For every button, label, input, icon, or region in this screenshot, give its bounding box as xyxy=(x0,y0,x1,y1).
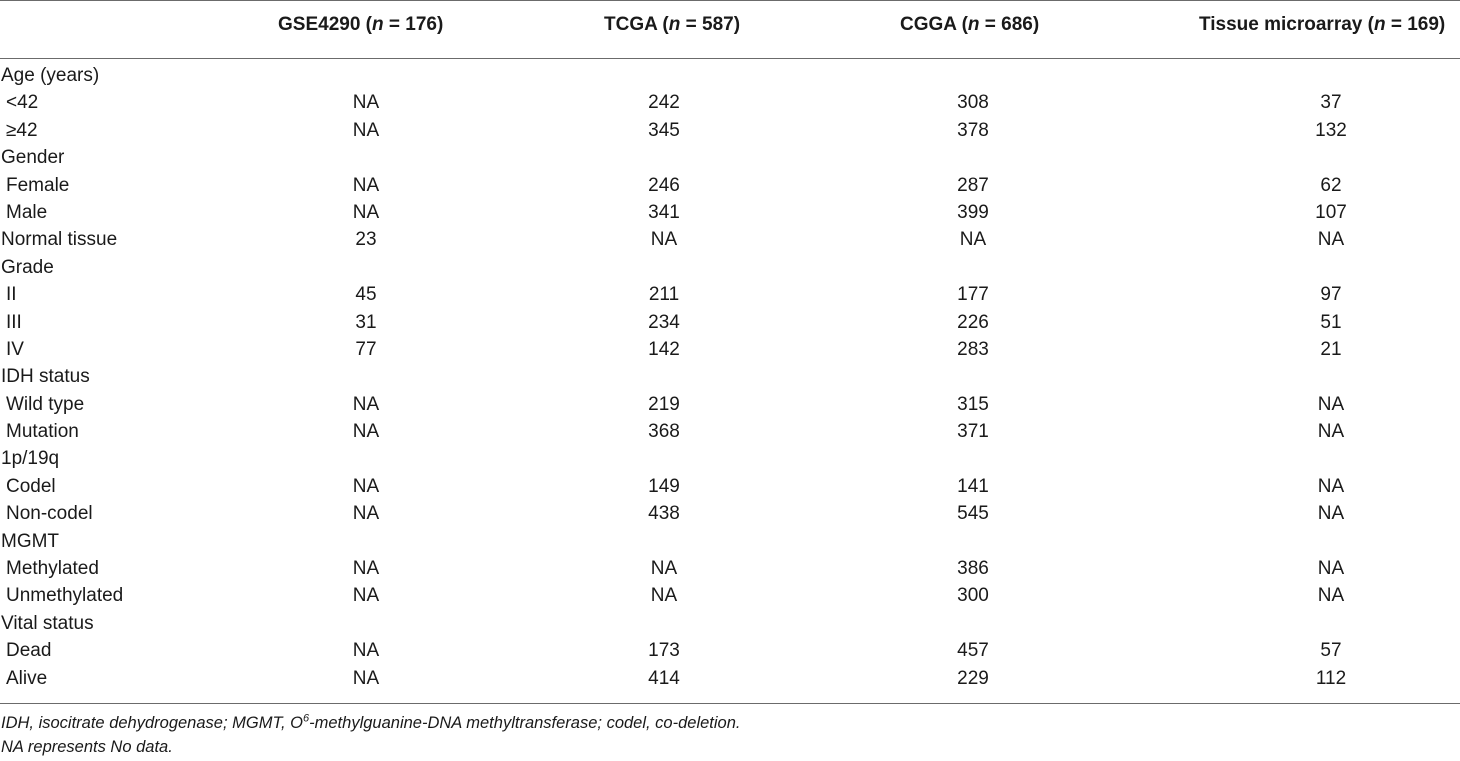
table-row xyxy=(0,500,1460,527)
table-cell: 57 xyxy=(1320,640,1342,662)
row-label: II xyxy=(6,284,17,306)
table-row-category xyxy=(0,528,1460,555)
table-row xyxy=(0,637,1460,664)
table-row-category xyxy=(0,363,1460,390)
table-cell: NA xyxy=(352,421,380,443)
column-header-n-value: = 176) xyxy=(388,14,444,35)
table-top-rule xyxy=(0,0,1460,1)
table-body xyxy=(0,62,1460,692)
column-header-n-label: n xyxy=(372,14,384,35)
table-row xyxy=(0,309,1460,336)
table-cell: 308 xyxy=(957,92,989,114)
table-header xyxy=(0,14,1460,42)
table-cell: 386 xyxy=(957,558,989,580)
table-cell: NA xyxy=(352,174,380,196)
table-cell: 315 xyxy=(957,393,989,415)
table-cell: 177 xyxy=(957,284,989,306)
table-cell: NA xyxy=(1317,421,1345,443)
table-cell: 21 xyxy=(1320,338,1342,360)
table-row xyxy=(0,391,1460,418)
footnote-abbreviations xyxy=(1,711,741,735)
table-cell: 378 xyxy=(957,119,989,141)
column-header-cgga: CGGA (n = 686) xyxy=(900,14,1040,35)
table-cell: 438 xyxy=(648,503,680,525)
table-row xyxy=(0,89,1460,116)
table-row xyxy=(0,418,1460,445)
row-label: Male xyxy=(6,201,48,223)
table-header-rule xyxy=(0,58,1460,59)
table-cell: NA xyxy=(1317,229,1345,251)
table-cell: NA xyxy=(650,585,678,607)
row-label: IDH status xyxy=(1,366,90,388)
table-cell: NA xyxy=(352,475,380,497)
table-row-category xyxy=(0,226,1460,253)
table-cell: 287 xyxy=(957,174,989,196)
table-cell: 211 xyxy=(648,284,680,306)
table-cell: 371 xyxy=(957,421,989,443)
column-header-n-value: = 686) xyxy=(984,14,1040,35)
table-cell: NA xyxy=(352,119,380,141)
table-cell: NA xyxy=(1317,503,1345,525)
table-footnotes xyxy=(1,711,741,759)
column-header-name: Tissue microarray xyxy=(1199,14,1363,35)
table-cell: NA xyxy=(352,503,380,525)
column-header-n-value: = 169) xyxy=(1390,14,1446,35)
table-bottom-rule xyxy=(0,703,1460,704)
table-cell: 300 xyxy=(957,585,989,607)
row-label: Alive xyxy=(6,667,48,689)
table-cell: 141 xyxy=(957,475,989,497)
table-cell: 234 xyxy=(648,311,680,333)
row-label: MGMT xyxy=(1,530,60,552)
row-label: III xyxy=(6,311,22,333)
row-label: Mutation xyxy=(6,421,79,443)
footnote-text: -methylguanine-DNA methyltransferase; codel, co-deletion. xyxy=(309,714,741,732)
table-cell: NA xyxy=(1317,475,1345,497)
table-cell: 341 xyxy=(648,201,680,223)
row-label: Dead xyxy=(6,640,52,662)
row-label: Vital status xyxy=(1,612,94,634)
table-cell: NA xyxy=(352,92,380,114)
table-cell: NA xyxy=(352,558,380,580)
table-cell: 37 xyxy=(1320,92,1342,114)
table-row-category xyxy=(0,254,1460,281)
row-label: Normal tissue xyxy=(1,229,118,251)
column-header-n-label: n xyxy=(668,14,681,35)
table-cell: 242 xyxy=(648,92,680,114)
column-header-n-label: n xyxy=(967,14,980,35)
table-cell: 246 xyxy=(648,174,680,196)
table-cell: NA xyxy=(650,229,678,251)
table-cell: NA xyxy=(650,558,678,580)
table-cell: 62 xyxy=(1320,174,1342,196)
table-row xyxy=(0,199,1460,226)
footnote-na: NA represents No data. xyxy=(1,738,173,756)
table-cell: 229 xyxy=(957,667,989,689)
table-cell: 345 xyxy=(648,119,680,141)
table-cell: NA xyxy=(352,393,380,415)
table-cell: 173 xyxy=(648,640,680,662)
table-cell: 226 xyxy=(957,311,989,333)
table-row xyxy=(0,665,1460,692)
table-row xyxy=(0,473,1460,500)
table-cell: 107 xyxy=(1315,201,1347,223)
table-cell: NA xyxy=(352,201,380,223)
table-cell: 97 xyxy=(1320,284,1342,306)
table-row xyxy=(0,172,1460,199)
table-row xyxy=(0,336,1460,363)
table-cell: NA xyxy=(959,229,987,251)
table-row xyxy=(0,582,1460,609)
table-cell: NA xyxy=(352,585,380,607)
column-header-name: TCGA xyxy=(604,14,658,35)
table-cell: 457 xyxy=(957,640,989,662)
row-label: Unmethylated xyxy=(6,585,124,607)
table-cell: 399 xyxy=(957,201,989,223)
table-row-category xyxy=(0,62,1460,89)
column-header-name: CGGA xyxy=(900,14,957,35)
table-cell: 545 xyxy=(957,503,989,525)
table-cell: 51 xyxy=(1320,311,1342,333)
column-header-name: GSE4290 xyxy=(278,14,361,35)
table-row-category xyxy=(0,445,1460,472)
table-cell: 142 xyxy=(648,338,680,360)
table-cell: 219 xyxy=(648,393,680,415)
table-cell: 77 xyxy=(355,338,377,360)
column-header-tcga: TCGA (n = 587) xyxy=(604,14,741,35)
row-label: Non-codel xyxy=(6,503,93,525)
row-label: <42 xyxy=(6,92,39,114)
table-cell: 283 xyxy=(957,338,989,360)
row-label: IV xyxy=(6,338,24,360)
table-cell: NA xyxy=(1317,585,1345,607)
table-cell: 132 xyxy=(1315,119,1347,141)
row-label: 1p/19q xyxy=(1,448,60,470)
row-label: Age (years) xyxy=(1,65,100,86)
table-cell: NA xyxy=(1317,393,1345,415)
table-row xyxy=(0,117,1460,144)
table-cell: NA xyxy=(352,640,380,662)
column-header-n-value: = 587) xyxy=(685,14,741,35)
row-label: Wild type xyxy=(6,393,85,415)
row-label: Codel xyxy=(6,475,56,497)
row-label: ≥42 xyxy=(6,119,38,141)
table-row-category xyxy=(0,610,1460,637)
row-label: Grade xyxy=(1,256,54,278)
table-cell: 368 xyxy=(648,421,680,443)
table-cell: 414 xyxy=(648,667,680,689)
footnote-superscript: 6 xyxy=(303,712,310,725)
table-cell: 149 xyxy=(648,475,680,497)
table-cell: NA xyxy=(352,667,380,689)
column-header-n-label: n xyxy=(1373,14,1386,35)
table-cell: NA xyxy=(1317,558,1345,580)
footnote-text: IDH, isocitrate dehydrogenase; MGMT, O xyxy=(1,714,304,732)
table-row xyxy=(0,555,1460,582)
table-row xyxy=(0,281,1460,308)
table-cell: 31 xyxy=(355,311,377,333)
table-row-category xyxy=(0,144,1460,171)
row-label: Female xyxy=(6,174,70,196)
table-cell: 112 xyxy=(1315,667,1347,689)
table-cell: 23 xyxy=(355,229,377,251)
column-header-tissue-microarray: Tissue microarray (n = 169) xyxy=(1199,14,1446,35)
row-label: Methylated xyxy=(6,558,99,580)
column-header-gse4290: GSE4290 (n = 176) xyxy=(278,14,444,35)
row-label: Gender xyxy=(1,147,65,169)
table-cell: 45 xyxy=(355,284,377,306)
